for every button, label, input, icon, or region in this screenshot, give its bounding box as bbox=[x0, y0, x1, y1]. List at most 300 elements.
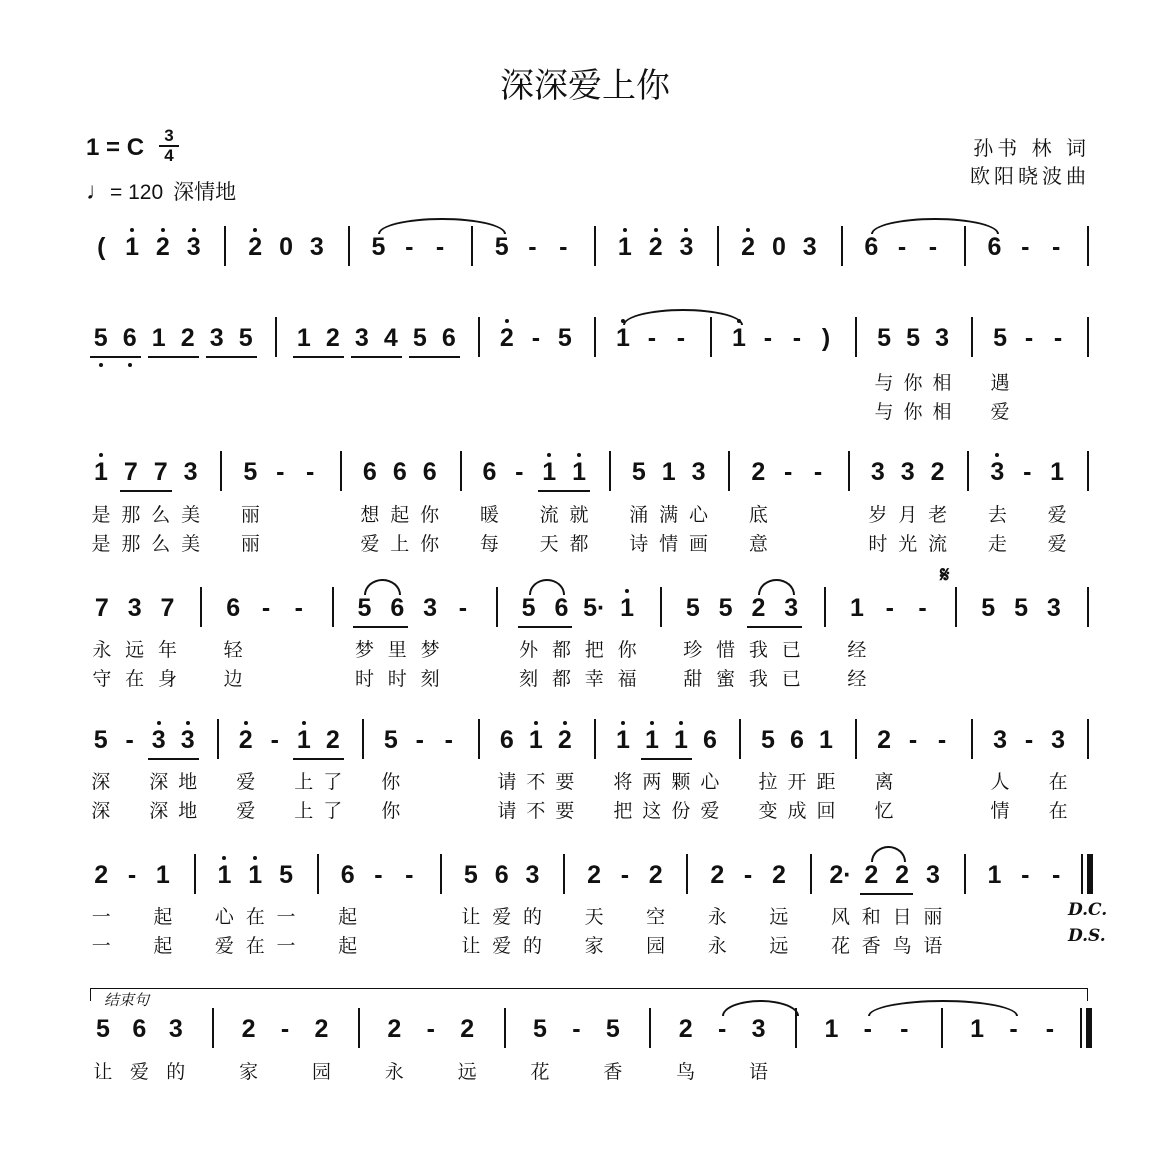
dash-note: - bbox=[572, 1015, 581, 1043]
dash-note: - bbox=[792, 324, 802, 352]
lyric-char: 语 bbox=[923, 935, 943, 957]
lyric-char: 刻 bbox=[420, 668, 440, 690]
lyric-char: 了 bbox=[323, 771, 343, 793]
tie-slur bbox=[623, 309, 743, 325]
lyric-char: 已 bbox=[781, 668, 801, 690]
lyric-char: 在 bbox=[1048, 800, 1068, 822]
lyric-char: 美 bbox=[181, 533, 201, 555]
lyric-char: 幸 bbox=[584, 668, 604, 690]
note: 1 bbox=[296, 726, 311, 754]
note: 1 bbox=[151, 324, 166, 352]
note: 5 bbox=[557, 324, 572, 352]
lyric-char: 一 bbox=[91, 935, 111, 957]
dash-note: - bbox=[528, 233, 537, 261]
note: 5 bbox=[93, 324, 108, 352]
note: 5 bbox=[95, 1015, 110, 1043]
note: 6 bbox=[392, 458, 407, 486]
note: 3 bbox=[525, 861, 540, 889]
dash-note: - bbox=[374, 861, 383, 889]
ds-mark: D.S. bbox=[1068, 926, 1106, 946]
note: 5 bbox=[383, 726, 398, 754]
note: 3 bbox=[935, 324, 949, 352]
barline bbox=[810, 854, 812, 894]
note: 5 bbox=[761, 726, 775, 754]
note: 5 bbox=[1014, 594, 1028, 622]
tempo-value: = 120 bbox=[110, 181, 164, 204]
note: 6 bbox=[132, 1015, 147, 1043]
barline bbox=[563, 854, 565, 894]
lyric-char: 意 bbox=[748, 533, 768, 555]
note: 2 bbox=[387, 1015, 402, 1043]
barline bbox=[224, 226, 226, 266]
lyric-char: 份 bbox=[671, 800, 691, 822]
note: 1 bbox=[542, 458, 557, 486]
dash-note: - bbox=[435, 233, 445, 261]
lyric-char: 诗 bbox=[629, 533, 649, 555]
octave-dot-high bbox=[563, 721, 567, 725]
octave-dot-high bbox=[99, 453, 103, 457]
note: 1 bbox=[248, 861, 263, 889]
lyric-char: 与 bbox=[874, 372, 894, 394]
lyric-char: 福 bbox=[617, 668, 637, 690]
note: 3 bbox=[900, 458, 915, 486]
note: 2 bbox=[741, 233, 756, 261]
barline bbox=[594, 719, 596, 759]
note: 1 bbox=[155, 861, 170, 889]
lyric-char: 远 bbox=[769, 906, 789, 928]
dash-note: - bbox=[918, 594, 927, 622]
lyric-char: 爱 bbox=[214, 935, 234, 957]
octave-dot-high bbox=[623, 228, 627, 232]
lyric-char: 外 bbox=[519, 639, 539, 661]
dash-note: - bbox=[763, 324, 773, 352]
dash-note: - bbox=[897, 233, 907, 261]
lyric-char: 园 bbox=[646, 935, 666, 957]
barline bbox=[971, 317, 973, 357]
lyric-char: 风 bbox=[830, 906, 850, 928]
dash-note: - bbox=[405, 233, 414, 261]
note: 3 bbox=[990, 458, 1005, 486]
note: 5 bbox=[238, 324, 253, 352]
dc-mark: D.C. bbox=[1068, 900, 1108, 920]
note: 2 bbox=[180, 324, 195, 352]
lyric-char: 花 bbox=[530, 1061, 550, 1083]
dash-note: - bbox=[717, 1015, 727, 1043]
barline bbox=[609, 451, 611, 491]
lyric-char: 相 bbox=[932, 372, 952, 394]
score-line bbox=[0, 457, 1170, 503]
octave-dot-high bbox=[186, 721, 190, 725]
lyric-char: 甜 bbox=[683, 668, 703, 690]
lyric-char: 梦 bbox=[420, 639, 440, 661]
note: 1 bbox=[673, 726, 688, 754]
note: 6 bbox=[340, 861, 355, 889]
lyric-char: 让 bbox=[461, 906, 481, 928]
note: 1 bbox=[217, 861, 232, 889]
lyric-char: 这 bbox=[642, 800, 662, 822]
lyric-char: 把 bbox=[613, 800, 633, 822]
time-signature-bottom: 4 bbox=[164, 146, 174, 165]
barline bbox=[275, 317, 277, 357]
tie-slur bbox=[758, 579, 795, 595]
dash-note: - bbox=[1023, 458, 1032, 486]
score-line bbox=[0, 232, 1170, 278]
lyric-char: 珍 bbox=[683, 639, 703, 661]
note: 1 bbox=[94, 458, 108, 486]
lyric-char: 上 bbox=[294, 771, 314, 793]
lyric-char: 在 bbox=[245, 906, 265, 928]
lyric-char: 空 bbox=[646, 906, 666, 928]
final-barline-thick bbox=[1087, 854, 1093, 894]
octave-dot-low bbox=[128, 363, 132, 367]
lyric-char: 每 bbox=[479, 533, 499, 555]
lyric-char: 起 bbox=[153, 906, 173, 928]
lyric-char: 年 bbox=[157, 639, 177, 661]
barline bbox=[200, 587, 202, 627]
lyric-char: 爱 bbox=[236, 771, 256, 793]
barline bbox=[660, 587, 662, 627]
note: 5 bbox=[521, 594, 536, 622]
note: 1 bbox=[620, 594, 635, 622]
dash-note: - bbox=[559, 233, 568, 261]
lyric-char: 时 bbox=[354, 668, 374, 690]
barline bbox=[1087, 317, 1089, 357]
lyric-char: 远 bbox=[457, 1061, 477, 1083]
lyric-char: 地 bbox=[178, 800, 198, 822]
lyric-char: 刻 bbox=[519, 668, 539, 690]
octave-dot-high bbox=[654, 228, 658, 232]
eighth-underline bbox=[641, 758, 692, 760]
note: 5 bbox=[494, 233, 509, 261]
lyric-char: 都 bbox=[551, 668, 571, 690]
lyric-char: 一 bbox=[276, 906, 296, 928]
lyric-char: 花 bbox=[830, 935, 850, 957]
time-signature bbox=[159, 128, 179, 164]
lyric-char: 已 bbox=[781, 639, 801, 661]
dash-note: - bbox=[1021, 861, 1030, 889]
lyric-char: 天 bbox=[584, 906, 604, 928]
eighth-underline bbox=[351, 356, 402, 358]
lyric-char: 守 bbox=[92, 668, 112, 690]
eighth-underline bbox=[293, 758, 344, 760]
lyric-char: 的 bbox=[522, 906, 542, 928]
note: 3 bbox=[751, 1015, 766, 1043]
lyric-char: 请 bbox=[497, 800, 517, 822]
note: 1 bbox=[849, 594, 864, 622]
barline bbox=[967, 451, 969, 491]
note: 7 bbox=[123, 458, 138, 486]
note: 4 bbox=[383, 324, 398, 352]
quarter-note-icon: ♩ bbox=[86, 178, 110, 205]
lyric-char: 上 bbox=[294, 800, 314, 822]
barline bbox=[1087, 587, 1089, 627]
dash-note: - bbox=[1051, 861, 1061, 889]
lyric-char: 惜 bbox=[716, 639, 736, 661]
barline bbox=[478, 719, 480, 759]
lyric-char: 底 bbox=[748, 504, 768, 526]
note: 6 bbox=[362, 458, 377, 486]
dash-note: - bbox=[743, 861, 753, 889]
lyric-char: 就 bbox=[569, 504, 589, 526]
note: 5 bbox=[981, 594, 996, 622]
eighth-underline bbox=[860, 893, 913, 895]
barline bbox=[362, 719, 364, 759]
lyric-char: 心 bbox=[689, 504, 709, 526]
lyric-char: 丽 bbox=[240, 533, 260, 555]
dash-note: - bbox=[900, 1015, 909, 1043]
note: 6 bbox=[441, 324, 456, 352]
dash-note: - bbox=[1024, 324, 1034, 352]
lyric-char: 深 bbox=[91, 800, 111, 822]
lyric-char: 流 bbox=[928, 533, 948, 555]
note: 1 bbox=[970, 1015, 985, 1043]
note: 2 bbox=[864, 861, 879, 889]
barline bbox=[594, 317, 596, 357]
barline bbox=[348, 226, 350, 266]
lyric-char: 不 bbox=[526, 771, 546, 793]
lyric-char: 与 bbox=[874, 401, 894, 423]
score-line bbox=[0, 1014, 1170, 1060]
note: 3 bbox=[802, 233, 817, 261]
note: 6 bbox=[987, 233, 1002, 261]
note: 3 bbox=[870, 458, 885, 486]
score-line bbox=[0, 860, 1170, 906]
dash-note: - bbox=[261, 594, 271, 622]
lyric-char: 经 bbox=[847, 639, 867, 661]
eighth-underline bbox=[353, 626, 408, 628]
lyric-char: 爱 bbox=[1047, 504, 1067, 526]
lyric-char: 里 bbox=[387, 639, 407, 661]
note: 2 bbox=[771, 861, 786, 889]
lyric-char: 心 bbox=[214, 906, 234, 928]
lyric-char: 的 bbox=[166, 1061, 186, 1083]
lyric-char: 遇 bbox=[990, 372, 1010, 394]
lyric-char: 爱 bbox=[236, 800, 256, 822]
dash-note: - bbox=[531, 324, 541, 352]
barline bbox=[686, 854, 688, 894]
lyric-char: 去 bbox=[987, 504, 1007, 526]
final-barline-thick bbox=[1086, 1008, 1092, 1048]
lyric-char: 月 bbox=[898, 504, 918, 526]
lyric-char: 离 bbox=[874, 771, 894, 793]
lyric-char: 香 bbox=[603, 1061, 623, 1083]
barline bbox=[1087, 226, 1089, 266]
final-barline-thin bbox=[1081, 854, 1083, 894]
lyric-char: 都 bbox=[551, 639, 571, 661]
composer-credit: 欧阳晓波曲 bbox=[970, 164, 1090, 188]
note: 2 bbox=[648, 861, 663, 889]
dash-note: - bbox=[125, 726, 134, 754]
note: 6 bbox=[864, 233, 879, 261]
lyric-char: 永 bbox=[707, 935, 727, 957]
lyric-char: 爱 bbox=[700, 800, 720, 822]
note: 3 bbox=[784, 594, 799, 622]
eighth-underline bbox=[120, 490, 172, 492]
note: 5 bbox=[357, 594, 372, 622]
octave-dot-high bbox=[621, 721, 625, 725]
lyric-char: 身 bbox=[157, 668, 177, 690]
lyric-char: 轻 bbox=[223, 639, 243, 661]
note: 1 bbox=[1050, 458, 1065, 486]
dash-note: - bbox=[458, 594, 468, 622]
note: 7 bbox=[94, 594, 109, 622]
eighth-underline bbox=[206, 356, 257, 358]
lyric-char: 地 bbox=[178, 771, 198, 793]
note: 7 bbox=[153, 458, 168, 486]
note: 3 bbox=[127, 594, 142, 622]
note: 6 bbox=[499, 726, 514, 754]
barline bbox=[841, 226, 843, 266]
dash-note: - bbox=[127, 861, 137, 889]
note: 2 bbox=[314, 1015, 329, 1043]
dash-note: - bbox=[863, 1015, 872, 1043]
note: 2 bbox=[499, 324, 514, 352]
dash-note: - bbox=[937, 726, 947, 754]
octave-dot-high bbox=[505, 319, 509, 323]
lyric-char: 爱 bbox=[129, 1061, 149, 1083]
lyric-char: 和 bbox=[861, 906, 881, 928]
lyric-char: 香 bbox=[861, 935, 881, 957]
octave-dot-high bbox=[534, 721, 538, 725]
coda-bracket bbox=[90, 988, 1088, 1001]
lyric-char: 不 bbox=[526, 800, 546, 822]
dash-note: - bbox=[276, 458, 285, 486]
lyric-char: 鸟 bbox=[676, 1061, 696, 1083]
note: 5 bbox=[631, 458, 646, 486]
lyric-char: 相 bbox=[932, 401, 952, 423]
lyric-char: 一 bbox=[276, 935, 296, 957]
lyric-char: 光 bbox=[898, 533, 918, 555]
lyric-char: 将 bbox=[613, 771, 633, 793]
lyric-char: 情 bbox=[990, 800, 1010, 822]
lyric-char: 美 bbox=[181, 504, 201, 526]
lyric-char: 梦 bbox=[354, 639, 374, 661]
lyric-char: 在 bbox=[245, 935, 265, 957]
lyric-char: 远 bbox=[125, 639, 145, 661]
note: 1 bbox=[987, 861, 1002, 889]
note: 3 bbox=[183, 458, 198, 486]
lyric-char: 人 bbox=[990, 771, 1010, 793]
octave-dot-high bbox=[679, 721, 683, 725]
octave-dot-high bbox=[157, 721, 161, 725]
lyric-char: 两 bbox=[642, 771, 662, 793]
lyric-char: 在 bbox=[1048, 771, 1068, 793]
tempo-marking bbox=[86, 176, 236, 206]
lyric-char: 经 bbox=[847, 668, 867, 690]
dash-note: - bbox=[813, 458, 823, 486]
note: 5 bbox=[412, 324, 427, 352]
eighth-underline bbox=[409, 356, 460, 358]
tie-slur bbox=[871, 846, 906, 862]
note: 3 bbox=[186, 233, 201, 261]
tie-slur bbox=[871, 218, 998, 234]
lyric-char: 丽 bbox=[923, 906, 943, 928]
barline bbox=[717, 226, 719, 266]
barline bbox=[317, 854, 319, 894]
note: 6 bbox=[790, 726, 804, 754]
lyric-char: 爱 bbox=[360, 533, 380, 555]
lyric-char: 是 bbox=[91, 533, 111, 555]
lyric-char: 么 bbox=[151, 533, 171, 555]
lyric-char: 园 bbox=[311, 1061, 331, 1083]
lyric-char: 爱 bbox=[492, 935, 512, 957]
dash-note: - bbox=[405, 861, 414, 889]
dash-note: - bbox=[676, 324, 686, 352]
lyric-char: 的 bbox=[522, 935, 542, 957]
note: 2 bbox=[895, 861, 910, 889]
note: 0 bbox=[279, 233, 293, 261]
lyric-char: 你 bbox=[381, 800, 401, 822]
lyric-char: 开 bbox=[787, 771, 807, 793]
lyric-char: 想 bbox=[360, 504, 380, 526]
eighth-underline bbox=[538, 490, 590, 492]
note: 2 bbox=[710, 861, 725, 889]
lyric-char: 暖 bbox=[479, 504, 499, 526]
lyric-char: 家 bbox=[239, 1061, 259, 1083]
note: 6 bbox=[226, 594, 241, 622]
lyric-char: 要 bbox=[555, 800, 575, 822]
dash-note: - bbox=[647, 324, 657, 352]
barline bbox=[649, 1008, 651, 1048]
note: 2 bbox=[155, 233, 170, 261]
segno-icon: 𝄋 bbox=[940, 562, 950, 588]
note: 2 bbox=[648, 233, 663, 261]
note: 1 bbox=[615, 324, 630, 352]
note: 3 bbox=[168, 1015, 183, 1043]
dash-note: - bbox=[908, 726, 918, 754]
eighth-underline bbox=[90, 356, 141, 358]
dash-note: - bbox=[1045, 1015, 1055, 1043]
note: 5 bbox=[993, 324, 1008, 352]
note: 1 bbox=[615, 726, 630, 754]
lyric-char: 变 bbox=[758, 800, 778, 822]
tie-slur bbox=[722, 1000, 799, 1016]
lyric-char: 忆 bbox=[874, 800, 894, 822]
lyric-char: 起 bbox=[153, 935, 173, 957]
note: 2 bbox=[587, 861, 602, 889]
barline bbox=[971, 719, 973, 759]
dash-note: - bbox=[270, 726, 279, 754]
lyric-char: 起 bbox=[390, 504, 410, 526]
note: 5 bbox=[877, 324, 891, 352]
note: 5 bbox=[906, 324, 920, 352]
note: 5 bbox=[685, 594, 700, 622]
lyric-char: 满 bbox=[659, 504, 679, 526]
eighth-underline bbox=[747, 626, 802, 628]
final-barline-thin bbox=[1080, 1008, 1082, 1048]
note: 2 bbox=[325, 726, 340, 754]
dash-note: - bbox=[1009, 1015, 1018, 1043]
octave-dot-high bbox=[130, 228, 134, 232]
barline bbox=[440, 854, 442, 894]
note: 3 bbox=[993, 726, 1008, 754]
lyric-char: 么 bbox=[151, 504, 171, 526]
lyric-char: 那 bbox=[121, 533, 141, 555]
lyric-char: 远 bbox=[769, 935, 789, 957]
dash-note: - bbox=[515, 458, 524, 486]
note: 3 bbox=[1046, 594, 1061, 622]
lyric-char: 起 bbox=[338, 906, 358, 928]
repeat-paren: ( bbox=[97, 233, 106, 261]
note: 0 bbox=[771, 233, 786, 261]
lyric-char: 你 bbox=[903, 372, 923, 394]
dash-note: - bbox=[1021, 233, 1030, 261]
note: 3 bbox=[151, 726, 166, 754]
note: 5 bbox=[279, 861, 293, 889]
note: 6 bbox=[482, 458, 497, 486]
lyric-char: 让 bbox=[93, 1061, 113, 1083]
note: 6 bbox=[554, 594, 569, 622]
